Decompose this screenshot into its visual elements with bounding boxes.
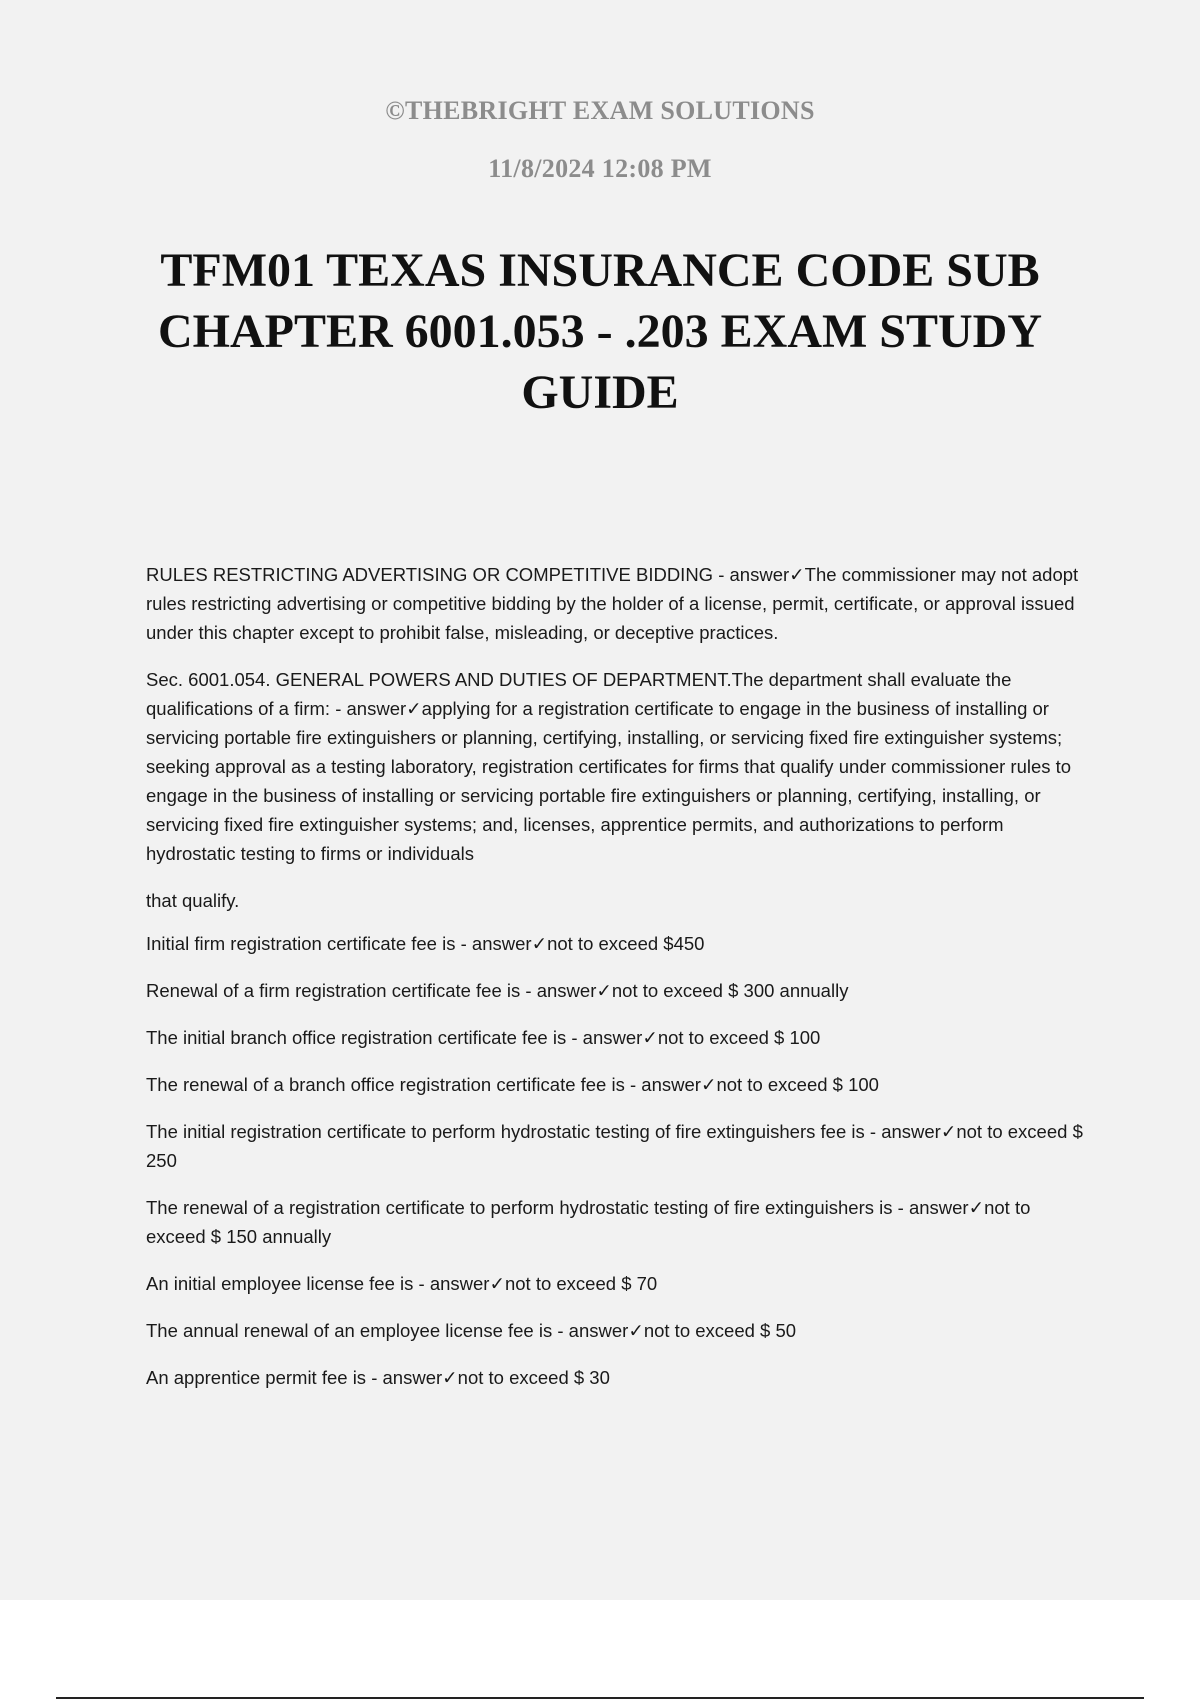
answer-marker: answer bbox=[908, 1197, 969, 1218]
answer-marker: answer bbox=[382, 1367, 443, 1388]
checkmark-icon: ✓ bbox=[406, 698, 422, 719]
qa-item bbox=[146, 1193, 1086, 1251]
qa-question: Renewal of a firm registration certificate fee is - bbox=[146, 980, 537, 1001]
qa-answer: not to exceed $ 70 bbox=[504, 1273, 658, 1294]
qa-item bbox=[146, 1070, 1086, 1099]
qa-question: An initial employee license fee is - bbox=[146, 1273, 430, 1294]
answer-marker: answer bbox=[536, 980, 597, 1001]
checkmark-icon: ✓ bbox=[940, 1121, 957, 1142]
checkmark-icon: ✓ bbox=[700, 1074, 717, 1095]
qa-question: The renewal of a registration certificate to perform hydrostatic testing of fire extinguishers is - bbox=[146, 1197, 909, 1218]
qa-item bbox=[146, 976, 1086, 1005]
checkmark-icon: ✓ bbox=[489, 1273, 505, 1294]
qa-continuation: that qualify. bbox=[146, 890, 240, 911]
qa-item bbox=[146, 929, 1086, 958]
page-divider bbox=[56, 1697, 1144, 1699]
checkmark-icon: ✓ bbox=[442, 1367, 458, 1388]
qa-question: The renewal of a branch office registration certificate fee is - bbox=[146, 1074, 642, 1095]
checkmark-icon: ✓ bbox=[531, 933, 548, 954]
checkmark-icon: ✓ bbox=[628, 1320, 644, 1341]
checkmark-icon: ✓ bbox=[596, 980, 612, 1001]
answer-marker: answer bbox=[429, 1273, 490, 1294]
checkmark-icon: ✓ bbox=[968, 1197, 985, 1218]
answer-marker: answer bbox=[729, 564, 790, 585]
qa-answer: applying for a registration certificate to engage in the business of installing or servicing portable fire extinguishers or planning, certifying, installing, or servicing fixed fire extinguisher systems; seeking approval as a testing laboratory, registration certificates for firms that qualify under commissioner rules to engage in the business of installing or servicing portable fire extinguishers or planning, certifying, installing, or servicing fixed fire extinguisher systems; and, licenses, apprentice permits, and authorizations to perform hydrostatic testing to firms or individuals bbox=[146, 698, 1072, 864]
answer-marker: answer bbox=[641, 1074, 701, 1095]
qa-answer: The commissioner may not adopt rules restricting advertising or competitive bidding by the holder of a license, permit, certificate, or approval issued under this chapter except to prohibit false, misleading, or deceptive practices. bbox=[146, 564, 1079, 643]
qa-answer: not to exceed $ 100 bbox=[657, 1027, 821, 1048]
qa-item bbox=[146, 1363, 1086, 1392]
qa-question: An apprentice permit fee is - bbox=[146, 1367, 383, 1388]
qa-list bbox=[146, 560, 1086, 1410]
qa-answer: not to exceed $ 300 annually bbox=[611, 980, 849, 1001]
answer-marker: answer bbox=[471, 933, 532, 954]
qa-answer: not to exceed $450 bbox=[547, 933, 705, 954]
qa-question: The annual renewal of an employee license fee is - bbox=[146, 1320, 569, 1341]
qa-answer: not to exceed $ 30 bbox=[457, 1367, 610, 1388]
qa-item bbox=[146, 1117, 1086, 1175]
qa-item bbox=[146, 560, 1086, 647]
watermark-brand: ©THEBRIGHT EXAM SOLUTIONS bbox=[385, 96, 815, 125]
qa-answer: not to exceed $ 250 bbox=[146, 1121, 1083, 1171]
checkmark-icon: ✓ bbox=[642, 1027, 658, 1048]
qa-item bbox=[146, 665, 1086, 868]
answer-marker: answer bbox=[582, 1027, 643, 1048]
watermark-date: 11/8/2024 12:08 PM bbox=[488, 154, 712, 183]
qa-question: The initial registration certificate to perform hydrostatic testing of fire extinguishers fee is - bbox=[146, 1121, 882, 1142]
qa-question: The initial branch office registration certificate fee is - bbox=[146, 1027, 583, 1048]
answer-marker: answer bbox=[346, 698, 407, 719]
qa-answer: not to exceed $ 150 annually bbox=[146, 1197, 1031, 1247]
qa-question: Initial firm registration certificate fee is - bbox=[146, 933, 472, 954]
qa-item bbox=[146, 1269, 1086, 1298]
qa-question: Sec. 6001.054. GENERAL POWERS AND DUTIES OF DEPARTMENT.The department shall evaluate the qualifications of a firm: - bbox=[146, 669, 1012, 719]
answer-marker: answer bbox=[568, 1320, 629, 1341]
checkmark-icon: ✓ bbox=[789, 564, 805, 585]
page-title: TFM01 TEXAS INSURANCE CODE SUB CHAPTER 6001.053 - .203 EXAM STUDY GUIDE bbox=[157, 244, 1042, 419]
qa-question: RULES RESTRICTING ADVERTISING OR COMPETITIVE BIDDING - bbox=[146, 564, 730, 585]
qa-answer: not to exceed $ 50 bbox=[643, 1320, 797, 1341]
answer-marker: answer bbox=[881, 1121, 941, 1142]
qa-answer: not to exceed $ 100 bbox=[716, 1074, 879, 1095]
qa-item bbox=[146, 1023, 1086, 1052]
qa-item bbox=[146, 1316, 1086, 1345]
